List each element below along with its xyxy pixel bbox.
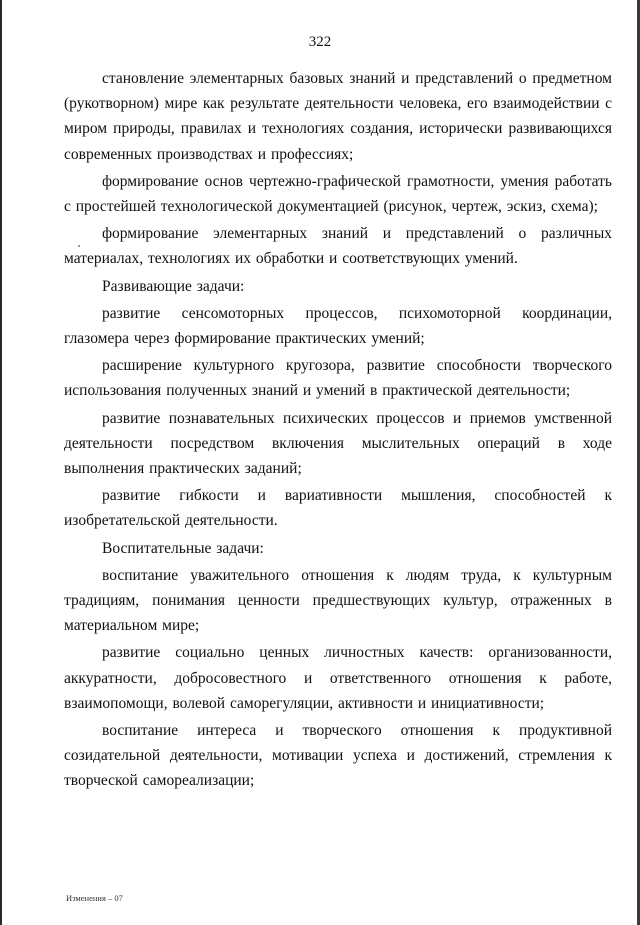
paragraph: развитие социально ценных личностных качеств: организованности, аккуратности, добросовестного и ответственного отношения к работе, взаимопомощи, волевой саморегуляции, активности и инициативности; bbox=[64, 644, 612, 712]
paragraph: формирование элементарных знаний и представлений о различных материалах, технологиях их обработки и соответствующих умений. bbox=[64, 225, 612, 268]
section-heading: Воспитательные задачи: bbox=[102, 539, 264, 557]
paragraph: воспитание уважительного отношения к людям труда, к культурным традициям, понимания ценности предшествующих культур, отраженных в материальном мире; bbox=[64, 566, 612, 635]
footer-note: Изменения – 07 bbox=[66, 893, 123, 903]
scan-speck bbox=[78, 245, 80, 247]
paragraph: формирование основ чертежно-графической грамотности, умения работать с простейшей технологической документацией (рисунок, чертеж, эскиз, схема); bbox=[64, 172, 612, 216]
section-heading: Развивающие задачи: bbox=[102, 277, 245, 295]
scan-edge-left bbox=[0, 0, 2, 925]
document-body bbox=[64, 66, 612, 796]
paragraph: развитие сенсомоторных процессов, психомоторной координации, глазомера через формирование практических умений; bbox=[64, 304, 612, 348]
paragraph: развитие познавательных психических процессов и приемов умственной деятельности посредством включения мыслительных операций в ходе выполнения практических заданий; bbox=[64, 409, 612, 478]
page-number: 322 bbox=[308, 34, 332, 50]
paragraph: расширение культурного кругозора, развитие способности творческого использования полученных знаний и умений в практической деятельности; bbox=[64, 357, 612, 400]
paragraph: воспитание интереса и творческого отношения к продуктивной созидательной деятельности, мотивации успеха и достижений, стремления к творческой самореализации; bbox=[64, 722, 612, 790]
paragraph: становление элементарных базовых знаний и представлений о предметном (рукотворном) мире как результате деятельности человека, его взаимодействии с миром природы, правилах и технологиях создания, исторически развивающихся современных производствах и профессиях; bbox=[64, 70, 612, 163]
paragraph: развитие гибкости и вариативности мышления, способностей к изобретательской деятельности. bbox=[64, 487, 612, 530]
